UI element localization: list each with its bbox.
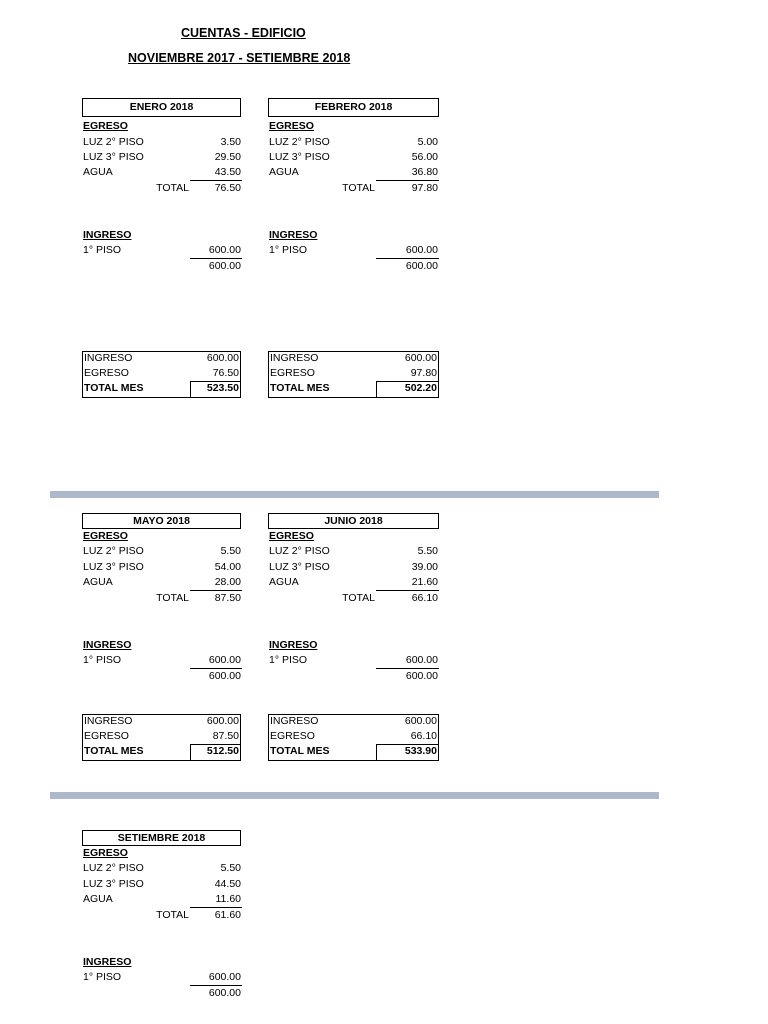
luz2-label: LUZ 2° PISO: [83, 862, 144, 874]
month-block-junio: [268, 513, 438, 803]
piso1-label: 1° PISO: [83, 244, 122, 256]
luz3-value: 56.00: [411, 151, 438, 163]
total-mes-value: 533.90: [404, 745, 437, 757]
piso1-label: 1° PISO: [83, 654, 122, 666]
egreso-heading: EGRESO: [83, 530, 128, 542]
egreso-total-value: 87.50: [214, 592, 241, 604]
total-label: TOTAL: [156, 182, 189, 194]
total-mes-label: TOTAL MES: [270, 745, 330, 757]
piso1-value: 600.00: [405, 244, 438, 256]
summary-egreso-value: 66.10: [410, 730, 437, 742]
agua-label: AGUA: [269, 576, 299, 588]
total-mes-label: TOTAL MES: [84, 745, 144, 757]
month-header: JUNIO 2018: [268, 513, 439, 529]
luz2-label: LUZ 2° PISO: [83, 136, 144, 148]
luz3-value: 44.50: [214, 878, 241, 890]
luz2-value: 5.50: [220, 862, 241, 874]
luz2-label: LUZ 2° PISO: [269, 545, 330, 557]
egreso-heading: EGRESO: [83, 120, 128, 132]
luz2-value: 5.50: [417, 545, 438, 557]
agua-value: 28.00: [214, 576, 241, 588]
ingreso-total-value: 600.00: [208, 670, 241, 682]
agua-label: AGUA: [269, 166, 299, 178]
ingreso-heading: INGRESO: [83, 229, 132, 241]
summary-ingreso-label: INGRESO: [270, 352, 319, 364]
period-title: NOVIEMBRE 2017 - SETIEMBRE 2018: [128, 51, 351, 65]
egreso-total-value: 76.50: [214, 182, 241, 194]
luz2-value: 5.50: [220, 545, 241, 557]
agua-label: AGUA: [83, 166, 113, 178]
luz2-value: 3.50: [220, 136, 241, 148]
summary-ingreso-value: 600.00: [404, 715, 437, 727]
luz3-label: LUZ 3° PISO: [269, 561, 330, 573]
egreso-total-value: 61.60: [214, 909, 241, 921]
total-mes-value: 502.20: [404, 382, 437, 394]
total-label: TOTAL: [342, 592, 375, 604]
summary-egreso-label: EGRESO: [270, 730, 315, 742]
ingreso-total-value: 600.00: [405, 260, 438, 272]
page-title: CUENTAS - EDIFICIO: [181, 26, 306, 40]
piso1-label: 1° PISO: [83, 971, 122, 983]
summary-egreso-value: 76.50: [212, 367, 239, 379]
summary-ingreso-label: INGRESO: [270, 715, 319, 727]
ingreso-total-value: 600.00: [405, 670, 438, 682]
total-mes-label: TOTAL MES: [270, 382, 330, 394]
agua-value: 21.60: [411, 576, 438, 588]
summary-ingreso-value: 600.00: [404, 352, 437, 364]
piso1-label: 1° PISO: [269, 654, 308, 666]
month-block-febrero: [268, 98, 438, 394]
luz3-label: LUZ 3° PISO: [83, 151, 144, 163]
summary-egreso-value: 97.80: [410, 367, 437, 379]
agua-value: 36.80: [411, 166, 438, 178]
ingreso-heading: INGRESO: [83, 639, 132, 651]
month-header: ENERO 2018: [82, 98, 241, 117]
luz3-label: LUZ 3° PISO: [269, 151, 330, 163]
summary-box: [268, 714, 439, 761]
agua-label: AGUA: [83, 576, 113, 588]
section-separator: [50, 491, 659, 498]
month-block-setiembre: [82, 830, 242, 1010]
agua-label: AGUA: [83, 893, 113, 905]
section-separator: [50, 792, 659, 799]
ingreso-total-value: 600.00: [208, 260, 241, 272]
total-label: TOTAL: [156, 592, 189, 604]
luz2-value: 5.00: [417, 136, 438, 148]
total-mes-value: 512.50: [206, 745, 239, 757]
total-label: TOTAL: [342, 182, 375, 194]
piso1-value: 600.00: [405, 654, 438, 666]
piso1-value: 600.00: [208, 971, 241, 983]
summary-egreso-label: EGRESO: [84, 367, 129, 379]
summary-ingreso-value: 600.00: [206, 715, 239, 727]
agua-value: 11.60: [215, 893, 241, 905]
piso1-label: 1° PISO: [269, 244, 308, 256]
luz2-label: LUZ 2° PISO: [83, 545, 144, 557]
summary-box: [268, 351, 439, 398]
summary-egreso-value: 87.50: [212, 730, 239, 742]
month-header: SETIEMBRE 2018: [82, 830, 241, 846]
piso1-value: 600.00: [208, 654, 241, 666]
egreso-total-value: 66.10: [411, 592, 438, 604]
summary-ingreso-label: INGRESO: [84, 352, 133, 364]
summary-ingreso-label: INGRESO: [84, 715, 133, 727]
month-block-mayo: [82, 513, 242, 803]
month-header: MAYO 2018: [82, 513, 241, 529]
luz3-value: 29.50: [214, 151, 241, 163]
luz3-label: LUZ 3° PISO: [83, 561, 144, 573]
egreso-heading: EGRESO: [269, 120, 314, 132]
egreso-heading: EGRESO: [269, 530, 314, 542]
agua-value: 43.50: [214, 166, 241, 178]
total-mes-label: TOTAL MES: [84, 382, 144, 394]
luz3-value: 39.00: [411, 561, 438, 573]
luz3-label: LUZ 3° PISO: [83, 878, 144, 890]
egreso-heading: EGRESO: [83, 847, 128, 859]
ingreso-total-value: 600.00: [208, 987, 241, 999]
total-mes-value: 523.50: [206, 382, 239, 394]
summary-ingreso-value: 600.00: [206, 352, 239, 364]
luz2-label: LUZ 2° PISO: [269, 136, 330, 148]
piso1-value: 600.00: [208, 244, 241, 256]
luz3-value: 54.00: [214, 561, 241, 573]
ingreso-heading: INGRESO: [269, 639, 318, 651]
ingreso-heading: INGRESO: [269, 229, 318, 241]
month-block-enero: [82, 98, 242, 394]
summary-egreso-label: EGRESO: [84, 730, 129, 742]
summary-box: [82, 351, 241, 398]
ingreso-heading: INGRESO: [83, 956, 132, 968]
egreso-total-value: 97.80: [411, 182, 438, 194]
total-label: TOTAL: [156, 909, 189, 921]
summary-egreso-label: EGRESO: [270, 367, 315, 379]
summary-box: [82, 714, 241, 761]
month-header: FEBRERO 2018: [268, 98, 439, 117]
